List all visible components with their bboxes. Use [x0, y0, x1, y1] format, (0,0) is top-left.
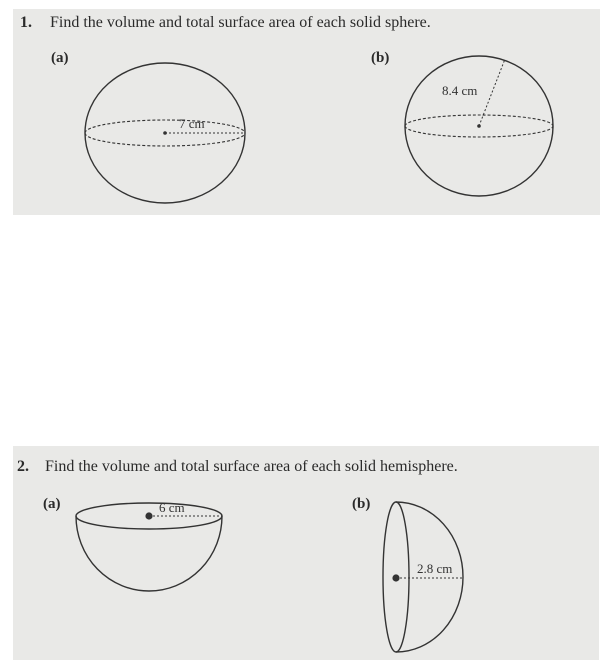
- hemisphere-b-radius-label: 2.8 cm: [417, 561, 453, 576]
- sphere-b-radius-label: 8.4 cm: [442, 83, 478, 98]
- question-1-figures: [13, 9, 600, 215]
- hemisphere-b-center-dot: [392, 574, 399, 581]
- hemisphere-a-dome: [76, 516, 222, 591]
- hemisphere-b-dome: [396, 502, 463, 652]
- question-2-panel: [13, 446, 599, 660]
- sphere-a-figure: [85, 63, 245, 203]
- sphere-b-radius-line: [479, 59, 505, 126]
- question-1-part-a-label: (a): [51, 50, 69, 66]
- question-1-text: Find the volume and total surface area of each solid sphere.: [50, 14, 431, 31]
- hemisphere-a-figure: [76, 500, 222, 591]
- question-1-number: 1.: [20, 14, 32, 31]
- question-2-figures: [13, 446, 599, 660]
- hemisphere-a-center-dot: [145, 512, 152, 519]
- sphere-b-figure: [405, 56, 553, 196]
- question-2-text: Find the volume and total surface area of each solid hemisphere.: [45, 458, 458, 475]
- hemisphere-a-radius-label: 6 cm: [159, 500, 185, 515]
- question-2-number: 2.: [17, 458, 29, 475]
- hemisphere-b-figure: [383, 502, 463, 652]
- question-2-part-b-label: (b): [352, 496, 371, 512]
- question-2-part-a-label: (a): [43, 496, 61, 512]
- sphere-a-equator-back: [85, 120, 245, 133]
- sphere-a-radius-label: 7 cm: [179, 116, 205, 131]
- sphere-a-equator-front: [85, 133, 245, 146]
- question-1-panel: [13, 9, 600, 215]
- question-1-part-b-label: (b): [371, 50, 390, 66]
